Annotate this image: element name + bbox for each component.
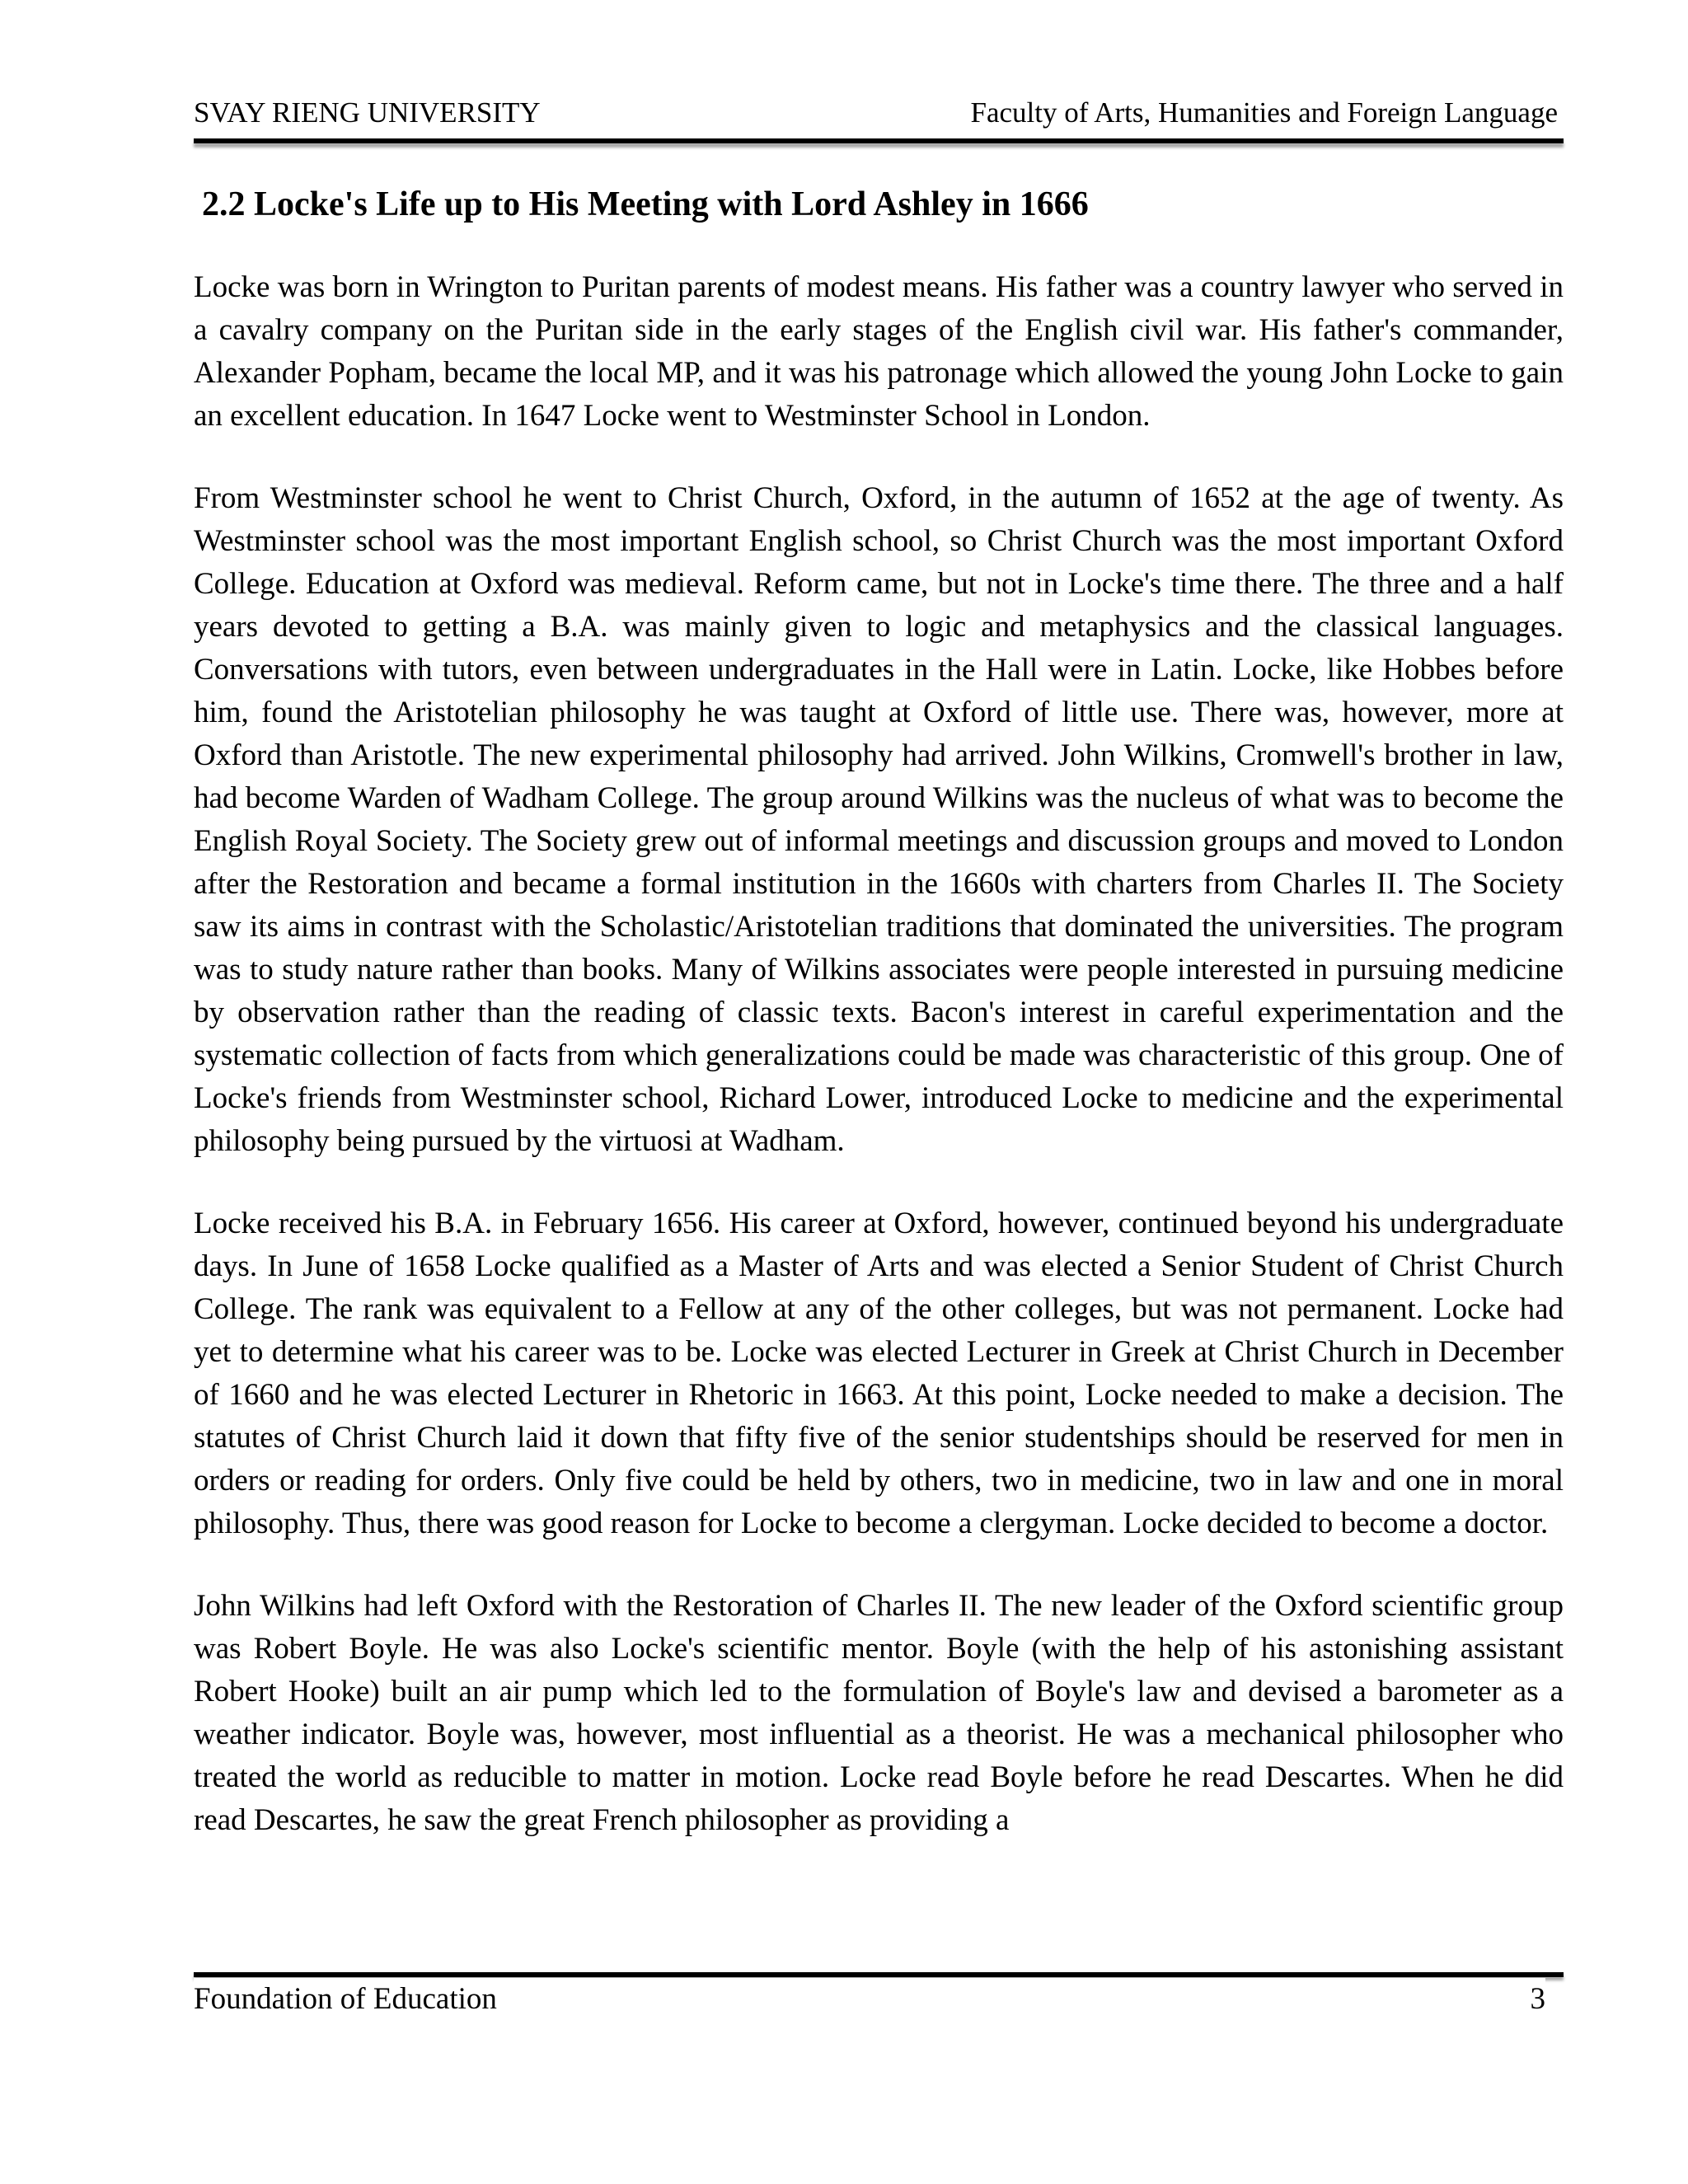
page-footer — [194, 1978, 1545, 2021]
paragraph: John Wilkins had left Oxford with the Restoration of Charles II. The new leader of the Oxford scientific group was Robert Boyle. He was also Locke's scientific mentor. Boyle (with the help of his astonishing assistant Robert Hooke) built an air pump which led to the formulation of Boyle's law and devised a barometer as a weather indicator. Boyle was, however, most influential as a theorist. He was a mechanical philosopher who treated the world as reducible to matter in motion. Locke read Boyle before he read Descartes. When he did read Descartes, he saw the great French philosopher as providing a — [194, 1589, 1564, 1837]
footer-divider — [194, 1972, 1564, 1977]
section-heading: 2.2 Locke's Life up to His Meeting with Lord Ashley in 1666 — [202, 185, 1089, 223]
header-university-name: SVAY RIENG UNIVERSITY — [194, 96, 541, 129]
header-faculty-name: Faculty of Arts, Humanities and Foreign Language — [970, 96, 1558, 129]
paragraph: Locke received his B.A. in February 1656. His career at Oxford, however, continued beyond his undergraduate days. In June of 1658 Locke qualified as a Master of Arts and was elected a Senior Student of Christ Church College. The rank was equivalent to a Fellow at any of the other colleges, but was not permanent. Locke had yet to determine what his career was to be. Locke was elected Lecturer in Greek at Christ Church in December of 1660 and he was elected Lecturer in Rhetoric in 1663. At this point, Locke needed to make a decision. The statutes of Christ Church laid it down that fifty five of the senior studentships should be reserved for men in orders or reading for orders. Only five could be held by others, two in medicine, two in law and one in moral philosophy. Thus, there was good reason for Locke to become a clergyman. Locke decided to become a doctor. — [194, 1207, 1564, 1540]
body-region — [0, 266, 1688, 1971]
page-header — [194, 92, 1558, 134]
footer-course-title: Foundation of Education — [194, 1982, 497, 2016]
body-text — [194, 266, 1564, 1842]
paragraph: Locke was born in Wrington to Puritan parents of modest means. His father was a country lawyer who served in a cavalry company on the Puritan side in the early stages of the English civil war. His father's commander, Alexander Popham, became the local MP, and it was his patronage which allowed the young John Locke to gain an excellent education. In 1647 Locke went to Westminster School in London. — [194, 270, 1564, 433]
header-divider — [194, 138, 1564, 143]
paragraph: From Westminster school he went to Christ Church, Oxford, in the autumn of 1652 at the age of twenty. As Westminster school was the most important English school, so Christ Church was the most important Oxford College. Education at Oxford was medieval. Reform came, but not in Locke's time there. The three and a half years devoted to getting a B.A. was mainly given to logic and metaphysics and the classical languages. Conversations with tutors, even between undergraduates in the Hall were in Latin. Locke, like Hobbes before him, found the Aristotelian philosophy he was taught at Oxford of little use. There was, however, more at Oxford than Aristotle. The new experimental philosophy had arrived. John Wilkins, Cromwell's brother in law, had become Warden of Wadham College. The group around Wilkins was the nucleus of what was to become the English Royal Society. The Society grew out of informal meetings and discussion groups and moved to London after the Restoration and became a formal institution in the 1660s with charters from Charles II. The Society saw its aims in contrast with the Scholastic/Aristotelian traditions that dominated the universities. The program was to study nature rather than books. Many of Wilkins associates were people interested in pursuing medicine by observation rather than the reading of classic texts. Bacon's interest in careful experimentation and the systematic collection of facts from which generalizations could be made was characteristic of this group. One of Locke's friends from Westminster school, Richard Lower, introduced Locke to medicine and the experimental philosophy being pursued by the virtuosi at Wadham. — [194, 481, 1564, 1158]
page-number: 3 — [1530, 1982, 1545, 2016]
